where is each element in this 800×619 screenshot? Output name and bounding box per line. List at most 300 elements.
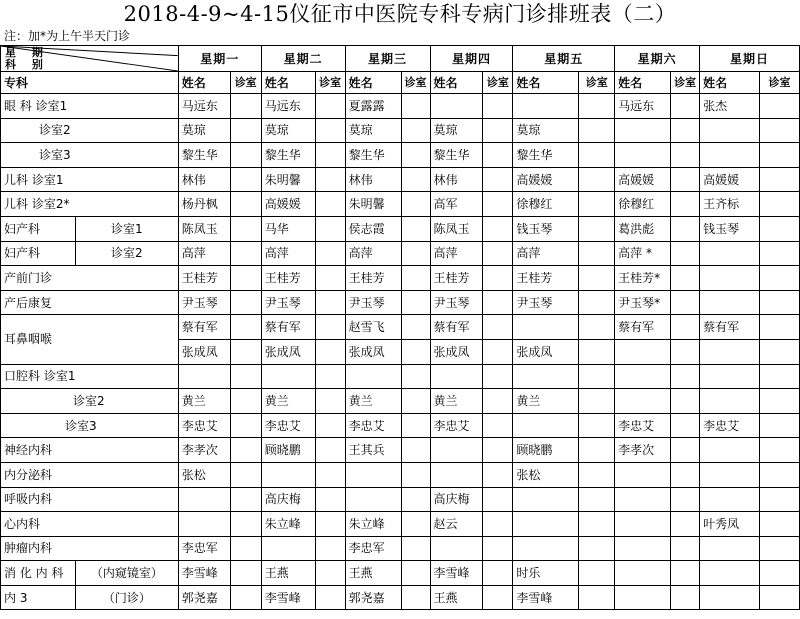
room-cell [315,462,345,487]
doctor-name-cell [700,585,760,610]
room-cell [401,192,430,217]
room-cell [230,266,261,291]
doctor-name-cell: 尹玉琴 [513,290,579,315]
room-cell [483,487,513,512]
doctor-name-cell: 赵雪飞 [345,315,401,340]
room-cell [759,389,799,414]
room-cell [401,561,430,586]
doctor-name-cell: 蔡有军 [178,315,230,340]
room-cell [483,536,513,561]
name-column-header: 姓名 [700,72,760,94]
room-cell [671,487,700,512]
doctor-name-cell: 徐穆红 [615,192,671,217]
day-header-sat: 星期六 [615,46,700,72]
room-cell [759,94,799,119]
room-cell [315,438,345,463]
doctor-name-cell: 黄兰 [430,389,483,414]
schedule-note: 注：加*为上午半天门诊 [4,29,131,43]
doctor-name-cell: 朱明馨 [345,192,401,217]
dept-cell: 口腔科 诊室1 [1,364,179,389]
doctor-name-cell: 黄兰 [178,389,230,414]
sub-room-cell: 诊室1 [75,216,178,241]
doctor-name-cell: 李忠艾 [345,413,401,438]
doctor-name-cell [261,536,315,561]
room-cell [759,167,799,192]
doctor-name-cell: 钱玉琴 [700,216,760,241]
room-cell [671,462,700,487]
doctor-name-cell: 顾晓鹏 [513,438,579,463]
room-cell [230,364,261,389]
doctor-name-cell: 高媛媛 [615,167,671,192]
doctor-name-cell: 李忠军 [345,536,401,561]
room-cell [315,315,345,340]
room-cell [579,118,615,143]
doctor-name-cell: 李雪峰 [178,561,230,586]
room-cell [579,561,615,586]
doctor-name-cell [178,512,230,537]
schedule-row [1,536,800,561]
doctor-name-cell: 钱玉琴 [513,216,579,241]
doctor-name-cell: 高萍 [513,241,579,266]
doctor-name-cell: 张成凤 [178,339,230,364]
room-cell [671,192,700,217]
name-column-header: 姓名 [345,72,401,94]
doctor-name-cell: 莫琼 [178,118,230,143]
room-cell [230,512,261,537]
dept-cell: 诊室3 [1,143,179,168]
room-cell [759,339,799,364]
room-cell [671,512,700,537]
room-cell [315,389,345,414]
doctor-name-cell [700,536,760,561]
doctor-name-cell: 高萍 [261,241,315,266]
doctor-name-cell: 郭尧嘉 [178,585,230,610]
doctor-name-cell [345,487,401,512]
room-cell [671,216,700,241]
doctor-name-cell: 顾晓鹏 [261,438,315,463]
doctor-name-cell: 尹玉琴 [178,290,230,315]
doctor-name-cell: 莫琼 [261,118,315,143]
doctor-name-cell: 李雪峰 [430,561,483,586]
room-cell [230,94,261,119]
room-cell [579,512,615,537]
doctor-name-cell: 蔡有军 [700,315,760,340]
doctor-name-cell [345,462,401,487]
room-cell [483,462,513,487]
room-cell [315,118,345,143]
doctor-name-cell [513,364,579,389]
doctor-name-cell: 杨丹枫 [178,192,230,217]
doctor-name-cell [615,364,671,389]
doctor-name-cell: 黎生华 [430,143,483,168]
schedule-row [1,462,800,487]
room-cell [230,241,261,266]
room-cell [759,241,799,266]
doctor-name-cell: 高萍 [345,241,401,266]
doctor-name-cell [513,94,579,119]
room-cell [315,143,345,168]
doctor-name-cell: 王桂芳 [513,266,579,291]
room-cell [671,266,700,291]
room-cell [401,487,430,512]
name-column-header: 姓名 [178,72,230,94]
doctor-name-cell [513,536,579,561]
schedule-row [1,512,800,537]
room-cell [671,561,700,586]
dept-cell: 眼 科 诊室1 [1,94,179,119]
doctor-name-cell: 王桂芳* [615,266,671,291]
room-cell [579,462,615,487]
room-cell [401,290,430,315]
doctor-name-cell: 张成凤 [345,339,401,364]
room-cell [401,315,430,340]
doctor-name-cell [700,290,760,315]
doctor-name-cell: 徐穆红 [513,192,579,217]
room-cell [401,413,430,438]
doctor-name-cell: 叶秀凤 [700,512,760,537]
doctor-name-cell: 张成凤 [430,339,483,364]
schedule-row [1,389,800,414]
room-cell [230,143,261,168]
room-cell [401,241,430,266]
room-cell [401,364,430,389]
doctor-name-cell [700,339,760,364]
schedule-row [1,266,800,291]
doctor-name-cell [615,536,671,561]
room-cell [671,167,700,192]
doctor-name-cell [513,315,579,340]
room-cell [579,339,615,364]
schedule-row [1,241,800,266]
dept-cell: 诊室2 [1,118,179,143]
sub-room-cell: （内窥镜室） [75,561,178,586]
room-cell [671,94,700,119]
room-cell [401,389,430,414]
room-cell [579,364,615,389]
doctor-name-cell: 李忠艾 [430,413,483,438]
room-cell [230,315,261,340]
room-cell [315,512,345,537]
room-cell [315,364,345,389]
room-cell [230,118,261,143]
doctor-name-cell: 王齐标 [700,192,760,217]
doctor-name-cell: 尹玉琴 [430,290,483,315]
room-cell [230,339,261,364]
doctor-name-cell: 王桂芳 [261,266,315,291]
room-cell [401,167,430,192]
doctor-name-cell [178,487,230,512]
room-cell [579,192,615,217]
doctor-name-cell: 陈凤玉 [178,216,230,241]
room-cell [483,438,513,463]
doctor-name-cell [700,438,760,463]
room-cell [759,315,799,340]
room-cell [401,94,430,119]
doctor-name-cell: 高庆梅 [430,487,483,512]
corner-label-week: 星 期 [5,46,49,59]
doctor-name-cell: 林伟 [430,167,483,192]
room-cell [759,413,799,438]
doctor-name-cell: 赵云 [430,512,483,537]
doctor-name-cell: 林伟 [345,167,401,192]
room-cell [230,561,261,586]
doctor-name-cell [700,487,760,512]
doctor-name-cell: 蔡有军 [430,315,483,340]
dept-cell: 儿科 诊室1 [1,167,179,192]
room-cell [401,339,430,364]
room-cell [579,167,615,192]
room-cell [483,585,513,610]
room-cell [315,290,345,315]
doctor-name-cell [700,462,760,487]
doctor-name-cell: 马远东 [178,94,230,119]
schedule-row [1,192,800,217]
room-cell [401,438,430,463]
doctor-name-cell: 侯志霞 [345,216,401,241]
doctor-name-cell [700,266,760,291]
day-header-tue: 星期二 [261,46,345,72]
room-cell [671,438,700,463]
room-cell [230,487,261,512]
schedule-row [1,167,800,192]
doctor-name-cell [700,561,760,586]
room-cell [671,536,700,561]
room-cell [401,462,430,487]
room-cell [483,143,513,168]
room-cell [315,241,345,266]
doctor-name-cell: 马远东 [261,94,315,119]
room-cell [759,536,799,561]
room-cell [579,143,615,168]
doctor-name-cell: 黎生华 [261,143,315,168]
doctor-name-cell: 王燕 [345,561,401,586]
doctor-name-cell: 张成凤 [261,339,315,364]
room-cell [483,118,513,143]
schedule-row [1,216,800,241]
room-cell [759,561,799,586]
doctor-name-cell: 王桂芳 [345,266,401,291]
doctor-name-cell: 高萍 [178,241,230,266]
room-column-header: 诊室 [401,72,430,94]
schedule-row [1,413,800,438]
corner-label-dept: 科 别 [5,58,49,71]
dept-cell: 内分泌科 [1,462,179,487]
room-cell [671,339,700,364]
page-title: 2018-4-9~4-15仪征市中医院专科专病门诊排班表（二） [123,2,677,26]
doctor-name-cell: 高媛媛 [513,167,579,192]
doctor-name-cell: 张松 [513,462,579,487]
schedule-row [1,561,800,586]
room-cell [230,438,261,463]
room-cell [483,266,513,291]
doctor-name-cell: 莫琼 [430,118,483,143]
doctor-name-cell [615,561,671,586]
room-cell [315,167,345,192]
dept-cell: 耳鼻咽喉 [1,315,179,364]
doctor-name-cell [700,389,760,414]
doctor-name-cell: 马远东 [615,94,671,119]
dept-cell: 产后康复 [1,290,179,315]
room-cell [579,536,615,561]
doctor-name-cell: 黄兰 [261,389,315,414]
schedule-row [1,315,800,340]
doctor-name-cell: 李雪峰 [261,585,315,610]
doctor-name-cell [615,512,671,537]
dept-cell: 儿科 诊室2* [1,192,179,217]
header-row-columns [1,72,800,94]
room-cell [230,413,261,438]
room-cell [483,364,513,389]
doctor-name-cell: 马华 [261,216,315,241]
room-cell [759,462,799,487]
doctor-name-cell: 莫琼 [513,118,579,143]
doctor-name-cell: 朱立峰 [261,512,315,537]
doctor-name-cell: 葛洪彪 [615,216,671,241]
doctor-name-cell: 李忠艾 [700,413,760,438]
doctor-name-cell: 李孝次 [615,438,671,463]
doctor-name-cell: 莫琼 [345,118,401,143]
room-cell [483,339,513,364]
room-cell [671,315,700,340]
doctor-name-cell [615,487,671,512]
doctor-name-cell: 王桂芳 [178,266,230,291]
room-cell [759,192,799,217]
doctor-name-cell: 王燕 [261,561,315,586]
room-cell [483,413,513,438]
doctor-name-cell: 高萍 * [615,241,671,266]
doctor-name-cell: 朱明馨 [261,167,315,192]
doctor-name-cell [700,118,760,143]
room-column-header: 诊室 [483,72,513,94]
doctor-name-cell: 郭尧嘉 [345,585,401,610]
room-cell [483,192,513,217]
room-cell [401,266,430,291]
room-cell [483,241,513,266]
name-column-header: 姓名 [513,72,579,94]
room-cell [759,585,799,610]
schedule-row [1,438,800,463]
doctor-name-cell: 陈凤玉 [430,216,483,241]
schedule-row [1,364,800,389]
room-cell [483,512,513,537]
room-cell [483,94,513,119]
room-cell [230,389,261,414]
room-cell [230,462,261,487]
dept-cell: 神经内科 [1,438,179,463]
doctor-name-cell [615,118,671,143]
dept-cell: 诊室2 [1,389,179,414]
sub-room-cell: （门诊） [75,585,178,610]
doctor-name-cell [513,487,579,512]
doctor-name-cell: 时乐 [513,561,579,586]
dept-cell: 呼吸内科 [1,487,179,512]
dept-cell: 妇产科 [1,216,76,241]
doctor-name-cell: 李忠艾 [178,413,230,438]
room-cell [230,216,261,241]
room-cell [671,413,700,438]
room-cell [401,143,430,168]
doctor-name-cell: 高媛媛 [261,192,315,217]
room-cell [483,561,513,586]
doctor-name-cell [261,462,315,487]
doctor-name-cell: 王桂芳 [430,266,483,291]
doctor-name-cell: 李忠军 [178,536,230,561]
doctor-name-cell: 张杰 [700,94,760,119]
room-cell [483,315,513,340]
doctor-name-cell [700,364,760,389]
doctor-name-cell: 黎生华 [178,143,230,168]
room-cell [483,167,513,192]
room-cell [579,585,615,610]
doctor-name-cell: 张成凤 [513,339,579,364]
room-cell [401,118,430,143]
doctor-name-cell [700,241,760,266]
doctor-name-cell [178,364,230,389]
doctor-name-cell [430,364,483,389]
room-cell [483,216,513,241]
day-header-thu: 星期四 [430,46,513,72]
doctor-name-cell [615,462,671,487]
doctor-name-cell: 李忠艾 [261,413,315,438]
doctor-name-cell: 朱立峰 [345,512,401,537]
room-cell [579,266,615,291]
room-cell [579,216,615,241]
room-cell [671,364,700,389]
doctor-name-cell [615,339,671,364]
room-cell [315,585,345,610]
doctor-name-cell: 尹玉琴* [615,290,671,315]
doctor-name-cell: 夏露露 [345,94,401,119]
room-cell [759,290,799,315]
room-cell [315,413,345,438]
dept-cell: 内 3 [1,585,76,610]
day-header-mon: 星期一 [178,46,261,72]
room-cell [483,389,513,414]
doctor-name-cell [700,143,760,168]
day-header-wed: 星期三 [345,46,430,72]
day-header-fri: 星期五 [513,46,615,72]
room-cell [579,413,615,438]
doctor-name-cell: 尹玉琴 [345,290,401,315]
room-cell [579,241,615,266]
dept-cell: 消 化 内 科 [1,561,76,586]
room-cell [759,118,799,143]
doctor-name-cell [513,512,579,537]
doctor-name-cell: 尹玉琴 [261,290,315,315]
room-cell [230,536,261,561]
schedule-row [1,118,800,143]
doctor-name-cell [430,438,483,463]
doctor-name-cell: 黄兰 [513,389,579,414]
dept-cell: 诊室3 [1,413,179,438]
doctor-name-cell: 黎生华 [513,143,579,168]
room-cell [401,536,430,561]
room-column-header: 诊室 [579,72,615,94]
room-cell [759,364,799,389]
room-column-header: 诊室 [759,72,799,94]
corner-cell [1,46,179,72]
doctor-name-cell: 高军 [430,192,483,217]
doctor-name-cell: 蔡有军 [615,315,671,340]
doctor-name-cell: 高庆梅 [261,487,315,512]
schedule-row [1,585,800,610]
dept-column-header: 专科 [1,72,179,94]
room-cell [401,216,430,241]
room-column-header: 诊室 [315,72,345,94]
room-cell [759,512,799,537]
room-cell [759,143,799,168]
doctor-name-cell [261,364,315,389]
